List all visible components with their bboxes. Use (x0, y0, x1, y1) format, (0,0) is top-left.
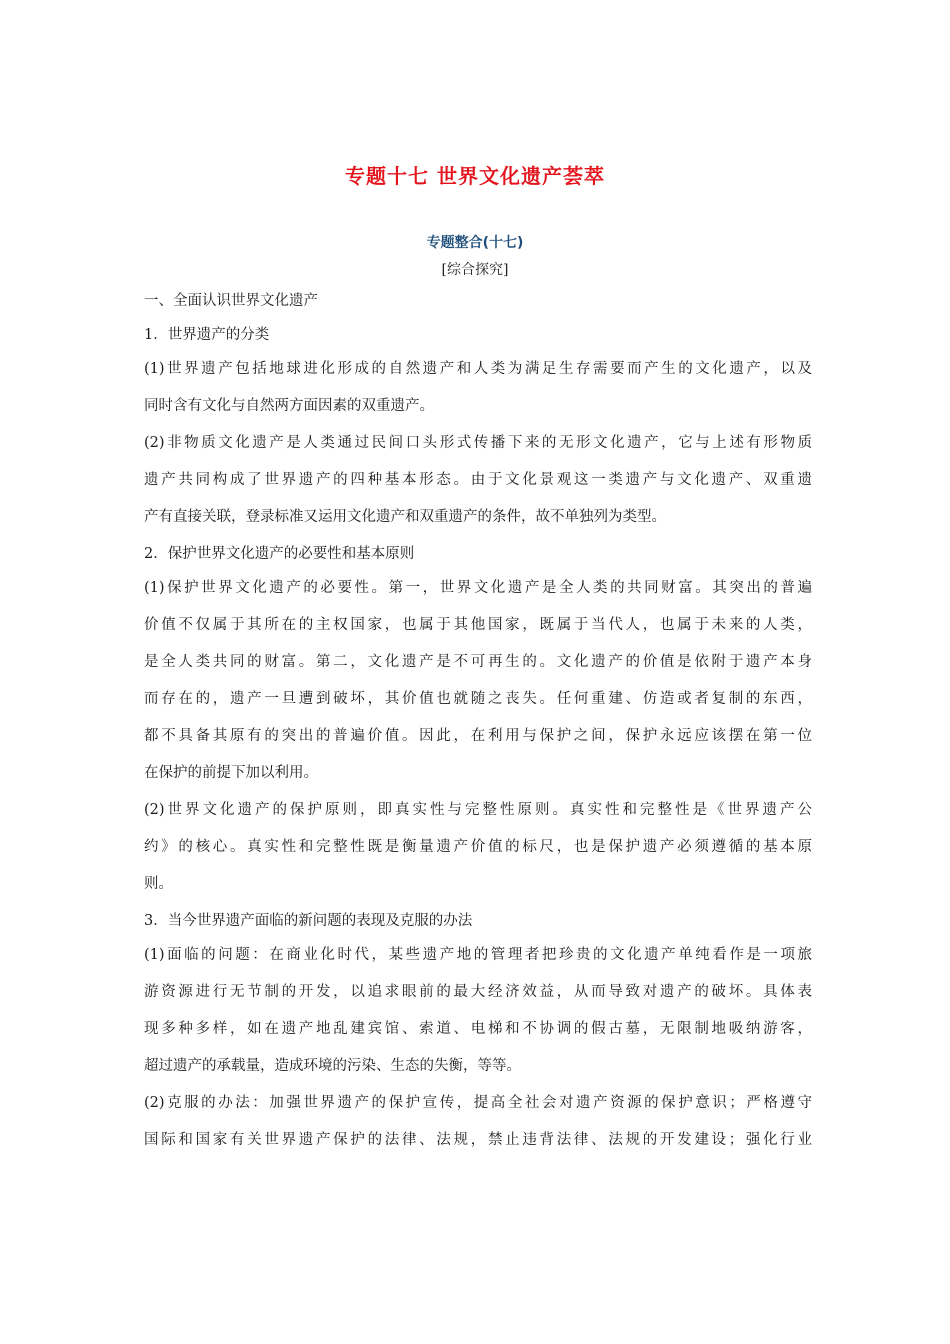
text-line: 现多种多样，如在遗产地乱建宾馆、索道、电梯和不协调的假古墓，无限制地吸纳游客， (144, 1021, 812, 1037)
section-label: [综合探究] (441, 262, 509, 278)
text-line: 在保护的前提下加以利用。 (144, 765, 318, 781)
text-line: 同时含有文化与自然两方面因素的双重遗产。 (144, 398, 434, 414)
body-text (144, 290, 812, 1166)
text-line: (1)面临的问题：在商业化时代，某些遗产地的管理者把珍贵的文化遗产单纯看作是一项旅 (144, 947, 812, 963)
section-heading: 1．世界遗产的分类 (144, 327, 270, 343)
text-line: 约》的核心。真实性和完整性既是衡量遗产价值的标尺，也是保护遗产必须遵循的基本原 (144, 839, 812, 855)
text-line: (1)保护世界文化遗产的必要性。第一，世界文化遗产是全人类的共同财富。其突出的普遍 (144, 580, 812, 596)
text-line: (2)克服的办法：加强世界遗产的保护宣传，提高全社会对遗产资源的保护意识；严格遵守 (144, 1095, 812, 1111)
text-line: 国际和国家有关世界遗产保护的法律、法规，禁止违背法律、法规的开发建设；强化行业 (144, 1132, 812, 1148)
text-line: 游资源进行无节制的开发，以追求眼前的最大经济效益，从而导致对遗产的破坏。具体表 (144, 984, 812, 1000)
text-line: 遗产共同构成了世界遗产的四种基本形态。由于文化景观这一类遗产与文化遗产、双重遗 (144, 472, 812, 488)
text-line: 超过遗产的承载量，造成环境的污染、生态的失衡，等等。 (144, 1058, 521, 1074)
section-heading: 一、全面认识世界文化遗产 (144, 293, 318, 309)
section-heading: 3．当今世界遗产面临的新问题的表现及克服的办法 (144, 913, 473, 929)
document-title: 专题十七 世界文化遗产荟萃 (345, 164, 605, 188)
section-subtitle: 专题整合(十七) (426, 235, 524, 251)
section-heading: 2．保护世界文化遗产的必要性和基本原则 (144, 546, 415, 562)
text-line: (2)非物质文化遗产是人类通过民间口头形式传播下来的无形文化遗产，它与上述有形物质 (144, 435, 812, 451)
text-line: 价值不仅属于其所在的主权国家，也属于其他国家，既属于当代人，也属于未来的人类， (144, 617, 812, 633)
text-line: 而存在的，遗产一旦遭到破坏，其价值也就随之丧失。任何重建、仿造或者复制的东西， (144, 691, 812, 707)
text-line: 是全人类共同的财富。第二，文化遗产是不可再生的。文化遗产的价值是依附于遗产本身 (144, 654, 812, 670)
text-line: 则。 (144, 876, 173, 892)
text-line: 产有直接关联，登录标准又运用文化遗产和双重遗产的条件，故不单独列为类型。 (144, 509, 666, 525)
text-line: (2)世界文化遗产的保护原则，即真实性与完整性原则。真实性和完整性是《世界遗产公 (144, 802, 812, 818)
text-line: 都不具备其原有的突出的普遍价值。因此，在利用与保护之间，保护永远应该摆在第一位 (144, 728, 812, 744)
text-line: (1)世界遗产包括地球进化形成的自然遗产和人类为满足生存需要而产生的文化遗产，以及 (144, 361, 812, 377)
